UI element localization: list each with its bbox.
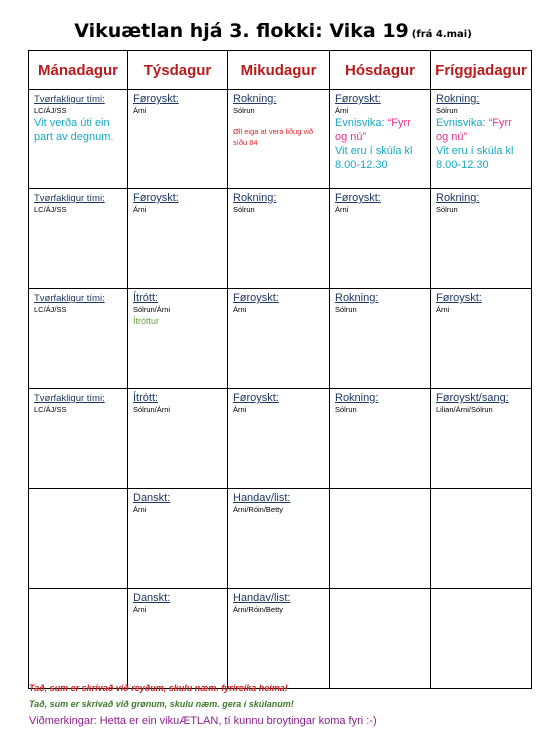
teacher: Árni/Róin/Betty	[233, 505, 284, 514]
theme-label: Evnisvika:	[436, 117, 486, 129]
subject: Føroyskt:	[233, 292, 279, 304]
cell	[330, 90, 431, 189]
teacher: Lilian/Árni/Sólrun	[436, 405, 493, 414]
cell	[330, 189, 431, 289]
theme-label: Evnisvika:	[335, 117, 385, 129]
cell	[431, 489, 532, 589]
cell	[29, 389, 128, 489]
day-header: Hósdagur	[330, 51, 431, 90]
table-row	[29, 489, 532, 589]
subject: Ítrótt:	[133, 392, 159, 404]
cell	[228, 289, 330, 389]
cell	[228, 389, 330, 489]
subject: Rokning:	[335, 392, 379, 404]
subject: Rokning:	[436, 93, 480, 105]
legend-red: Tað, sum er skrivað við reyðum, skulu næm. fyrireika heima!	[29, 683, 288, 693]
subject: Tvørfakligur tími:	[34, 94, 105, 105]
day-header: Mánadagur	[29, 51, 128, 90]
teacher: LC/ÁJ/SS	[34, 106, 67, 115]
table-row	[29, 589, 532, 689]
theme-title: “Fyrr og nú”	[335, 117, 411, 143]
teacher: Árni	[133, 205, 147, 214]
cell	[128, 189, 228, 289]
theme-title: “Fyrr og nú”	[436, 117, 512, 143]
teacher: LC/ÁJ/SS	[34, 205, 67, 214]
cell	[128, 389, 228, 489]
teacher: Sólrun	[233, 205, 255, 214]
cell	[228, 90, 330, 189]
cell	[29, 90, 128, 189]
teacher: Árni	[436, 305, 450, 314]
subject: Danskt:	[133, 492, 171, 504]
cell	[431, 90, 532, 189]
subject: Tvørfakligur tími:	[34, 293, 105, 304]
teacher: LC/ÁJ/SS	[34, 305, 67, 314]
subject: Rokning:	[233, 93, 277, 105]
subject: Tvørfakligur tími:	[34, 393, 105, 404]
subject: Føroyskt:	[436, 292, 482, 304]
subject: Rokning:	[233, 192, 277, 204]
subject: Føroyskt/sang:	[436, 392, 509, 404]
teacher: Árni/Róin/Betty	[233, 605, 284, 614]
subject: Tvørfakligur tími:	[34, 193, 105, 204]
cell-note: Vit eru í skúla kl 8.00-12.30	[335, 145, 413, 171]
table-row	[29, 289, 532, 389]
teacher: Sólrun/Árni	[133, 305, 171, 314]
teacher: Sólrun	[436, 106, 458, 115]
teacher: Sólrun	[335, 305, 357, 314]
subject: Føroyskt:	[233, 392, 279, 404]
remarks: Viðmerkingar: Hetta er ein vikuÆTLAN, tí kunnu broytingar koma fyri :-)	[29, 715, 377, 727]
day-header: Mikudagur	[228, 51, 330, 90]
cell	[128, 589, 228, 689]
cell	[29, 589, 128, 689]
subject: Handav/list:	[233, 592, 291, 604]
teacher: Sólrun	[233, 106, 255, 115]
classwork-note: Ítróttur	[133, 316, 160, 326]
teacher: LC/ÁJ/SS	[34, 405, 67, 414]
title-sub: (frá 4.mai)	[411, 29, 472, 40]
subject: Rokning:	[436, 192, 480, 204]
subject: Rokning:	[335, 292, 379, 304]
table-row	[29, 389, 532, 489]
title-main: Vikuætlan hjá 3. flokki: Vika 19	[74, 20, 409, 42]
cell	[431, 589, 532, 689]
subject: Danskt:	[133, 592, 171, 604]
header-row	[29, 51, 532, 90]
cell	[330, 289, 431, 389]
day-header: Týsdagur	[128, 51, 228, 90]
teacher: Árni	[233, 405, 247, 414]
cell	[431, 389, 532, 489]
teacher: Sólrun/Árni	[133, 405, 171, 414]
homework-note: Øll eiga at vera liðug við síðu 84	[233, 127, 314, 147]
subject: Handav/list:	[233, 492, 291, 504]
subject: Føroyskt:	[133, 93, 179, 105]
teacher: Árni	[335, 106, 349, 115]
cell	[228, 189, 330, 289]
subject: Ítrótt:	[133, 292, 159, 304]
table-row	[29, 90, 532, 189]
cell	[29, 289, 128, 389]
cell	[128, 489, 228, 589]
cell-note: Vit eru í skúla kl 8.00-12.30	[436, 145, 514, 171]
teacher: Árni	[233, 305, 247, 314]
teacher: Sólrun	[335, 405, 357, 414]
cell	[228, 589, 330, 689]
cell	[29, 489, 128, 589]
subject: Føroyskt:	[133, 192, 179, 204]
cell	[330, 389, 431, 489]
cell	[431, 289, 532, 389]
page-title	[0, 20, 546, 42]
teacher: Árni	[133, 505, 147, 514]
cell	[431, 189, 532, 289]
legend-green: Tað, sum er skrivað við grønum, skulu næm. gera í skúlanum!	[29, 699, 294, 709]
cell	[330, 589, 431, 689]
table-row	[29, 189, 532, 289]
cell-note: Vit verða úti ein part av degnum.	[34, 117, 114, 143]
cell	[330, 489, 431, 589]
teacher: Sólrun	[436, 205, 458, 214]
day-header: Fríggjadagur	[431, 51, 532, 90]
cell	[29, 189, 128, 289]
theme-week	[436, 116, 526, 144]
teacher: Árni	[133, 605, 147, 614]
cell	[228, 489, 330, 589]
teacher: Árni	[335, 205, 349, 214]
theme-week	[335, 116, 425, 144]
subject: Føroyskt:	[335, 93, 381, 105]
subject: Føroyskt:	[335, 192, 381, 204]
teacher: Árni	[133, 106, 147, 115]
cell	[128, 289, 228, 389]
schedule-table	[28, 50, 532, 689]
cell	[128, 90, 228, 189]
